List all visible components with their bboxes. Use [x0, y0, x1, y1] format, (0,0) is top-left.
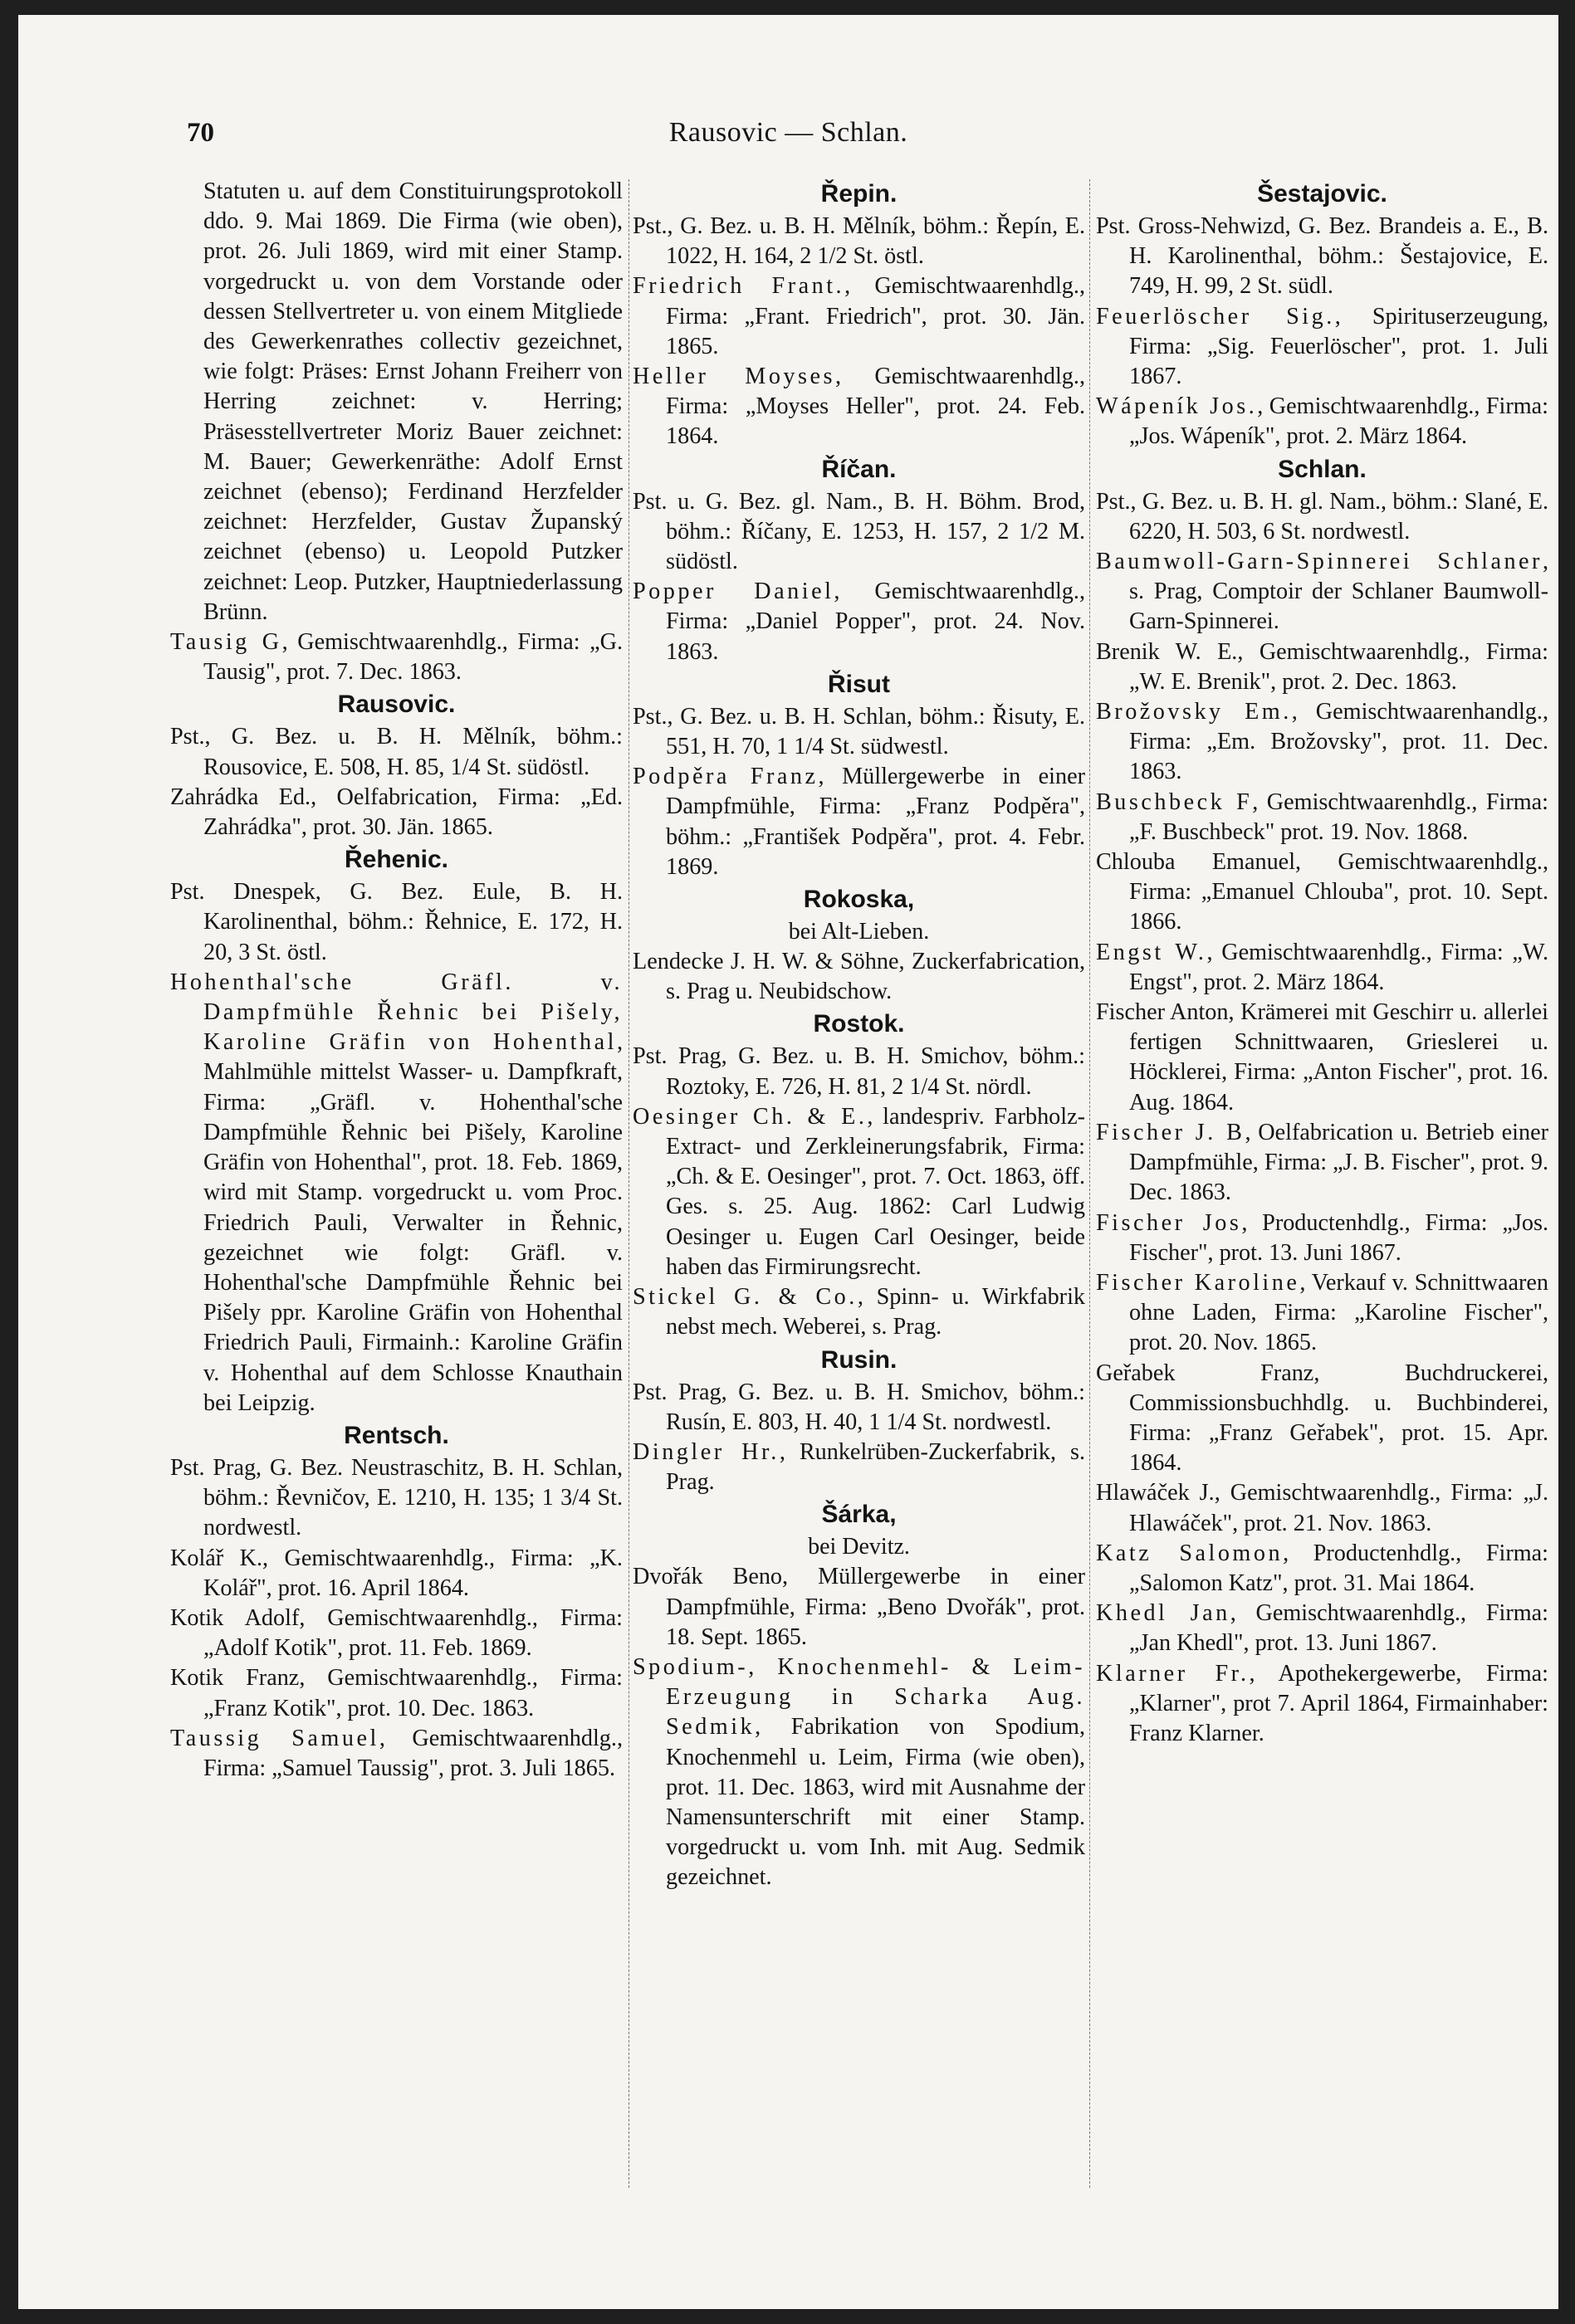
entry-name: Fischer Jos: [1096, 1209, 1242, 1236]
place-heading: Šárka,: [821, 1501, 897, 1529]
entry-name: Klarner Fr.: [1096, 1660, 1250, 1687]
entry: [1096, 1268, 1548, 1359]
entry-text: , Fabrikation von Spodium, Knochenmehl u. Leim, Firma (wie oben), prot. 11. Dec. 1863, wird mit Ausnahme der Namensunterschrift mit einer Stamp. vorgedruckt u. vom Inh. mit Aug. Sedmik gezeichnet.: [666, 1714, 1085, 1891]
entry: [1096, 847, 1548, 938]
entry-text: , Mahlmühle mittelst Wasser- u. Dampfkraft, Firma: „Gräfl. v. Hohenthal'sche Dampfmühle Řehnic bei Pišely, Karoline Gräfin von Hohenthal", prot. 18. Feb. 1869, wird mit Stamp. vorgedruckt u. vom Proc. Friedrich Pauli, Verwalter in Řehnic, gezeichnet wie folgt: Gräfl. v. Hohenthal'sche Dampfmühle Řehnic bei Pišely ppr. Karoline Gräfin von Hohenthal Friedrich Pauli, Firmainh.: Karoline Gräfin v. Hohenthal auf dem Schlosse Knauthain bei Leipzig.: [203, 1029, 623, 1416]
place-postal-info: Pst., G. Bez. u. B. H. gl. Nam., böhm.: Slané, E. 6220, H. 503, 6 St. nordwestl.: [1096, 488, 1548, 544]
entry-text: , Gemischtwaarenhandlg., Firma: „Em. Brožovsky", prot. 11. Dec. 1863.: [1129, 699, 1548, 785]
entry-text: , Gemischtwaarenhdlg., Firma: „Jos. Wápeník", prot. 2. März 1864.: [1129, 393, 1548, 450]
entry-text: , landespriv. Farbholz-Extract- und Zerkleinerungsfabrik, Firma: „Ch. & E. Oesinger", prot. 7. Oct. 1863, öff. Ges. s. 25. Aug. 1862: Carl Ludwig Oesinger u. Eugen Carl Oesinger, beide haben das Firmirungsrecht.: [666, 1103, 1086, 1280]
entry: [633, 1102, 1085, 1282]
entry: [170, 627, 623, 687]
place-postal-info: Pst., G. Bez. u. B. H. Mělník, böhm.: Řepín, E. 1022, H. 164, 2 1/2 St. östl.: [633, 213, 1085, 270]
entry: [1096, 788, 1548, 847]
entry-text: , Buchdruckerei, Commissionsbuchhdlg. u. Buchbinderei, Firma: „Franz Geřabek", prot. 15. Apr. 1864.: [1129, 1360, 1548, 1477]
column-middle: [633, 177, 1085, 1893]
entry-name: Kotik Adolf: [170, 1604, 300, 1631]
place-postal-info: Pst., G. Bez. u. B. H. Schlan, böhm.: Řisuty, E. 551, H. 70, 1 1/4 St. südwestl.: [633, 703, 1085, 760]
running-title: Rausovic — Schlan.: [668, 117, 908, 148]
entry: [633, 1562, 1085, 1653]
entry-text: , Zuckerfabrication, s. Prag u. Neubidschow.: [666, 949, 1085, 1005]
place-heading: Rokoska,: [803, 886, 915, 914]
entry-name: Kotik Franz: [170, 1665, 300, 1692]
entry: [633, 947, 1085, 1007]
entry-text: , Gemischtwaarenhdlg., Firma: „Emanuel Chlouba", prot. 10. Sept. 1866.: [1129, 849, 1549, 935]
entry: [1096, 1359, 1548, 1479]
entry-name: Katz Salomon: [1096, 1540, 1284, 1566]
entry-name: Fischer Anton: [1096, 999, 1229, 1026]
column-right: [1096, 177, 1548, 1749]
place-heading: Schlan.: [1278, 455, 1367, 483]
entry: [170, 1604, 623, 1663]
entry: [170, 1663, 623, 1723]
entry-name: Fischer Karoline: [1096, 1269, 1300, 1296]
place-heading: Rusin.: [820, 1345, 898, 1374]
directory-page: [18, 15, 1558, 2309]
place-postal-info: Pst. u. G. Bez. gl. Nam., B. H. Böhm. Brod, böhm.: Říčany, E. 1253, H. 157, 2 1/2 M. südöstl.: [633, 488, 1085, 575]
place-postal-info: Pst. Gross-Nehwizd, G. Bez. Brandeis a. E., B. H. Karolinenthal, böhm.: Šestajovice, E. 749, H. 99, 2 St. südl.: [1096, 213, 1548, 300]
entry-text: , Gemischtwaarenhdlg., Firma: „Jan Khedl", prot. 13. Juni 1867.: [1129, 1600, 1548, 1657]
entry-text: , Apothekergewerbe, Firma: „Klarner", prot 7. April 1864, Firmainhaber: Franz Klarner.: [1129, 1660, 1548, 1746]
entry: [1096, 938, 1548, 998]
entry: [170, 1544, 623, 1604]
entry-name: Brožovsky Em.: [1096, 699, 1292, 725]
entry-name: Brenik W. E.: [1096, 638, 1238, 665]
entry-name: Geřabek Franz: [1096, 1360, 1314, 1386]
place-heading: Říčan.: [821, 455, 897, 483]
entry-name: Taussig Samuel: [170, 1725, 379, 1751]
entry-name: Oesinger Ch. & E.: [633, 1103, 868, 1130]
entry-text: , Gemischtwaarenhdlg., Firma: „Franz Kotik", prot. 10. Dec. 1863.: [203, 1665, 623, 1721]
entry-name: Feuerlöscher Sig.: [1096, 303, 1335, 330]
entry-text: , Gemischtwaarenhdlg., Firma: „W. E. Brenik", prot. 2. Dec. 1863.: [1129, 638, 1548, 695]
entry-text: , Gemischtwaarenhdlg., Firma: „Daniel Popper", prot. 24. Nov. 1863.: [666, 579, 1085, 665]
entry-name: Lendecke J. H. W. & Söhne: [633, 949, 899, 975]
entry-text: , Gemischtwaarenhdlg., Firma: „W. Engst", prot. 2. März 1864.: [1129, 939, 1549, 995]
entry: [633, 577, 1085, 667]
entry-name: Wápeník Jos.: [1096, 393, 1258, 420]
entry-text: , Müllergewerbe in einer Dampfmühle, Firma: „Franz Podpěra", böhm.: „František Podpěra", prot. 4. Febr. 1869.: [666, 764, 1086, 880]
column-divider: [1089, 179, 1090, 2188]
entry: [1096, 1208, 1548, 1268]
entry: [1096, 1599, 1548, 1658]
entry-text: , Gemischtwaarenhdlg., Firma: „Frant. Friedrich", prot. 30. Jän. 1865.: [666, 273, 1085, 359]
entry-name: Buschbeck F: [1096, 788, 1253, 815]
place-heading: Šestajovic.: [1257, 180, 1387, 208]
place-subheading: bei Alt-Lieben.: [788, 919, 930, 945]
entry: [1096, 1478, 1548, 1538]
entry-name: Podpěra Franz: [633, 764, 819, 790]
entry-name: Fischer J. B: [1096, 1119, 1245, 1145]
entry-text: , Krämerei mit Geschirr u. allerlei fertigen Schnittwaaren, Grieslerei u. Höcklerei, Firma: „Anton Fischer", prot. 16. Aug. 1864.: [1129, 999, 1548, 1116]
entry-name: Dvořák Beno: [633, 1564, 783, 1590]
entry-text: , s. Prag, Comptoir der Schlaner Baumwoll-Garn-Spinnerei.: [1129, 549, 1548, 635]
entry-text: , Productenhdlg., Firma: „Jos. Fischer", prot. 13. Juni 1867.: [1129, 1209, 1548, 1266]
entry-text: , Oelfabrication u. Betrieb einer Dampfmühle, Firma: „J. B. Fischer", prot. 9. Dec. 1863.: [1129, 1119, 1548, 1206]
place-subheading: bei Devitz.: [808, 1534, 910, 1560]
entry-text: , Productenhdlg., Firma: „Salomon Katz", prot. 31. Mai 1864.: [1129, 1540, 1548, 1596]
place-postal-info: Pst. Dnespek, G. Bez. Eule, B. H. Karolinenthal, böhm.: Řehnice, E. 172, H. 20, 3 St. östl.: [170, 879, 623, 965]
entry: [170, 1724, 623, 1784]
entry: [1096, 998, 1548, 1118]
entry-text: , Müllergewerbe in einer Dampfmühle, Firma: „Beno Dvořák", prot. 18. Sept. 1865.: [666, 1564, 1085, 1650]
entry-text: , Gemischtwaarenhdlg., Firma: „J. Hlawáček", prot. 21. Nov. 1863.: [1129, 1480, 1548, 1536]
entry-name: Khedl Jan: [1096, 1600, 1230, 1627]
place-postal-info: Pst. Prag, G. Bez. Neustraschitz, B. H. Schlan, böhm.: Řevničov, E. 1210, H. 135; 1 3/4 St. nordwestl.: [170, 1454, 623, 1541]
entry-text: , Gemischtwaarenhdlg., Firma: „G. Tausig", prot. 7. Dec. 1863.: [203, 629, 624, 686]
page-header: [18, 101, 1558, 151]
entry-name: Baumwoll-Garn-Spinnerei Schlaner: [1096, 549, 1543, 575]
entry-name: Dingler Hr.: [633, 1438, 780, 1465]
entry-name: Popper Daniel: [633, 579, 834, 605]
entry-text: , Gemischtwaarenhdlg., Firma: „K. Kolář", prot. 16. April 1864.: [203, 1545, 623, 1601]
entry-name: Hlawáček J.: [1096, 1480, 1215, 1506]
entry-text: , Gemischtwaarenhdlg., Firma: „Samuel Taussig", prot. 3. Juli 1865.: [203, 1725, 623, 1781]
entry: [1096, 392, 1548, 452]
entry-continuation: Statuten u. auf dem Constituirungsprotokoll ddo. 9. Mai 1869. Die Firma (wie oben), prot. 26. Juli 1869, wird mit einer Stamp. vorgedruckt u. von dem Vorstande oder dessen Stellvertreter u. von einem Mitgliede des Gewerkenrathes collectiv gezeichnet, wie folgt: Präses: Ernst Johann Freiherr von Herring zeichnet: v. Herring; Präsesstellvertreter Moriz Bauer zeichnet: M. Bauer; Gewerkenräthe: Adolf Ernst zeichnet (ebenso); Ferdinand Herzfelder zeichnet: Herzfelder, Gustav Županský zeichnet (ebenso) u. Leopold Putzker zeichnet: Leop. Putzker, Hauptniederlassung Brünn.: [203, 178, 623, 625]
entry-text: , Oelfabrication, Firma: „Ed. Zahrádka", prot. 30. Jän. 1865.: [203, 784, 623, 841]
entry: [170, 968, 623, 1418]
entry: [1096, 302, 1548, 393]
place-heading: Řehenic.: [344, 846, 449, 874]
entry: [633, 362, 1085, 452]
place-heading: Rostok.: [813, 1010, 905, 1038]
entry-text: , Gemischtwaarenhdlg., Firma: „Adolf Kotik", prot. 11. Feb. 1869.: [203, 1604, 623, 1662]
place-heading: Rentsch.: [344, 1421, 449, 1449]
entry: [1096, 547, 1548, 637]
column-left: [170, 177, 623, 1784]
entry: [633, 1438, 1085, 1497]
entry-name: Hohenthal'sche Gräfl. v. Dampfmühle Řehnic bei Pišely, Karoline Gräfin von Hohenthal: [170, 969, 623, 1056]
entry: [170, 783, 623, 842]
entry-text: , Runkelrüben-Zuckerfabrik, s. Prag.: [666, 1438, 1086, 1496]
entry-name: Kolář K.: [170, 1545, 262, 1571]
page-number: 70: [187, 118, 214, 148]
place-heading: Rausovic.: [337, 691, 456, 719]
entry: [633, 1653, 1085, 1893]
entry-text: , Spirituserzeugung, Firma: „Sig. Feuerlöscher", prot. 1. Juli 1867.: [1129, 303, 1548, 390]
entry-name: Engst W.: [1096, 939, 1207, 965]
place-postal-info: Pst. Prag, G. Bez. u. B. H. Smichov, böhm.: Rusín, E. 803, H. 40, 1 1/4 St. nordwestl.: [633, 1379, 1085, 1435]
entry-name: Heller Moyses: [633, 364, 835, 390]
entry-text: , Gemischtwaarenhdlg., Firma: „F. Buschbeck" prot. 19. Nov. 1868.: [1129, 788, 1548, 845]
entry-name: Tausig G: [170, 629, 282, 656]
entry: [633, 1282, 1085, 1342]
entry-name: Spodium-, Knochenmehl- & Leim-Erzeugung in Scharka Aug. Sedmik: [633, 1653, 1085, 1741]
entry-name: Zahrádka Ed.: [170, 784, 311, 810]
entry: [1096, 1539, 1548, 1599]
entry-name: Friedrich Frant.: [633, 273, 845, 300]
place-postal-info: Pst. Prag, G. Bez. u. B. H. Smichov, böhm.: Roztoky, E. 726, H. 81, 2 1/4 St. nördl.: [633, 1043, 1085, 1100]
entry: [1096, 637, 1548, 697]
entry-name: Chlouba Emanuel: [1096, 849, 1296, 876]
place-heading: Řepin.: [820, 180, 898, 208]
entry-text: , Verkauf v. Schnittwaaren ohne Laden, Firma: „Karoline Fischer", prot. 20. Nov. 1865.: [1129, 1269, 1548, 1356]
entry-text: , Spinn- u. Wirkfabrik nebst mech. Weberei, s. Prag.: [666, 1284, 1085, 1340]
entry: [1096, 1659, 1548, 1750]
entry: [1096, 1118, 1548, 1208]
entry: [633, 271, 1085, 362]
entry: [1096, 697, 1548, 788]
entry-name: Stickel G. & Co.: [633, 1284, 858, 1311]
entry: [633, 762, 1085, 882]
entry-text: , Gemischtwaarenhdlg., Firma: „Moyses Heller", prot. 24. Feb. 1864.: [666, 364, 1085, 450]
place-heading: Řisut: [828, 670, 890, 698]
place-postal-info: Pst., G. Bez. u. B. H. Mělník, böhm.: Rousovice, E. 508, H. 85, 1/4 St. südöstl.: [170, 724, 623, 780]
